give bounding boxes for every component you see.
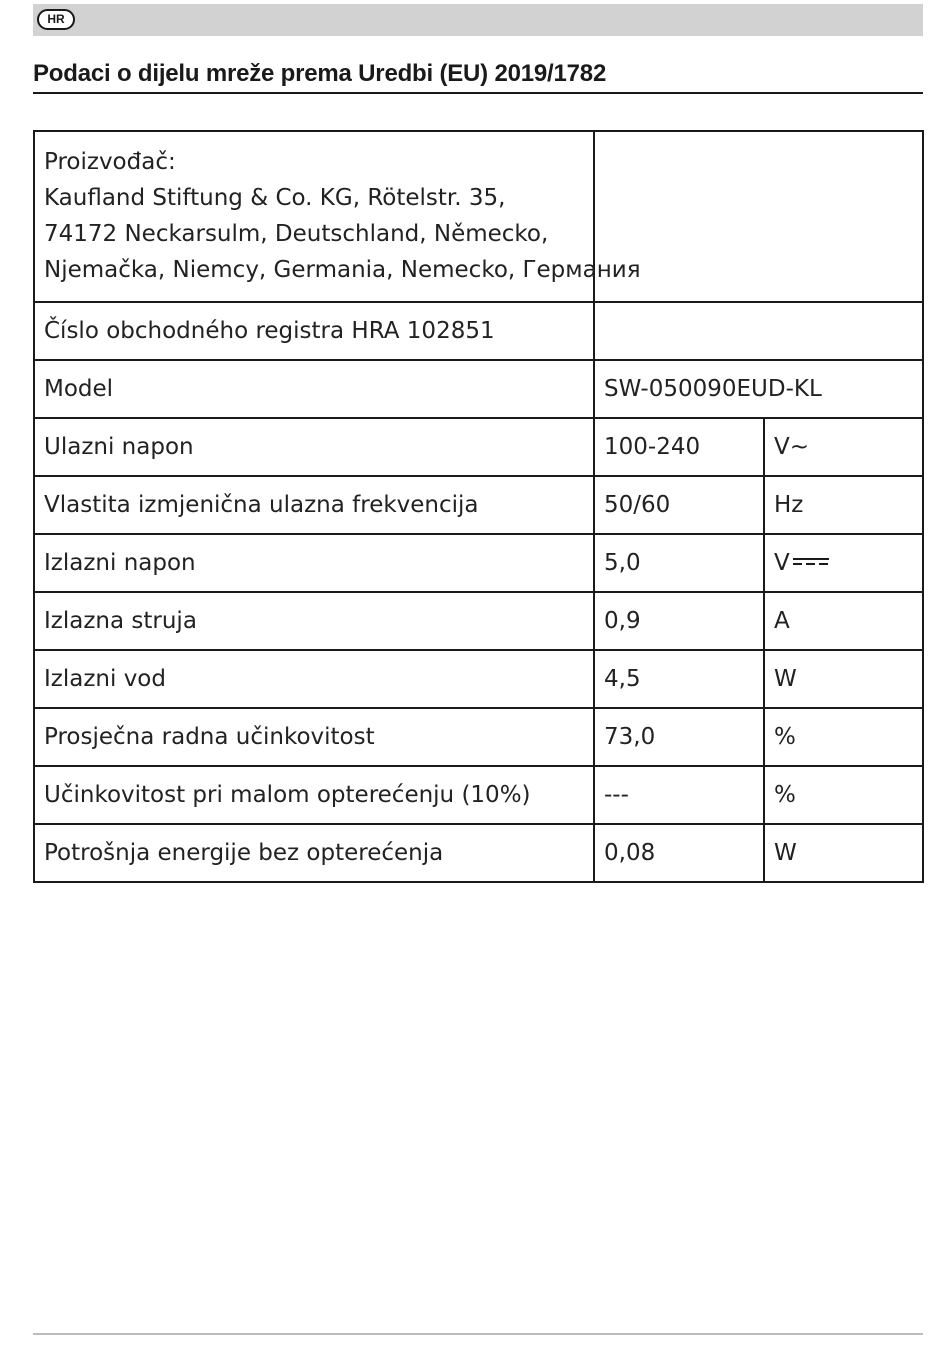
language-badge: HR: [37, 9, 75, 30]
row-label: Ulazni napon: [34, 418, 594, 476]
register-label: Číslo obchodného registra HRA 102851: [34, 302, 594, 360]
direct-current-icon: [793, 557, 829, 567]
row-label: Vlastita izmjenična ulazna frekvencija: [34, 476, 594, 534]
manufacturer-address-line: Kaufland Stiftung & Co. KG, Rötelstr. 35,: [44, 185, 506, 211]
manufacturer-address-line: Njemačka, Niemcy, Germania, Nemecko, Германия: [44, 257, 641, 283]
table-row: [34, 650, 923, 708]
empty-cell: [594, 131, 923, 302]
model-label: Model: [34, 360, 594, 418]
row-value: 0,9: [594, 592, 764, 650]
table-row: [34, 476, 923, 534]
row-unit: %: [764, 766, 923, 824]
table-row-manufacturer: [34, 131, 923, 302]
manufacturer-label: Proizvođač:: [44, 149, 176, 175]
row-label: Izlazni vod: [34, 650, 594, 708]
table-row-register: [34, 302, 923, 360]
table-row: [34, 824, 923, 882]
row-label: Učinkovitost pri malom opterećenju (10%): [34, 766, 594, 824]
row-label: Izlazna struja: [34, 592, 594, 650]
row-label: Potrošnja energije bez opterećenja: [34, 824, 594, 882]
table-row: [34, 534, 923, 592]
model-value: SW-050090EUD-KL: [594, 360, 923, 418]
row-unit: W: [764, 824, 923, 882]
manufacturer-address-line: 74172 Neckarsulm, Deutschland, Německo,: [44, 221, 549, 247]
row-value: ---: [594, 766, 764, 824]
spec-table: [33, 130, 924, 883]
row-value: 4,5: [594, 650, 764, 708]
row-value: 73,0: [594, 708, 764, 766]
table-row: [34, 708, 923, 766]
row-value: 5,0: [594, 534, 764, 592]
row-unit: A: [764, 592, 923, 650]
row-label: Prosječna radna učinkovitost: [34, 708, 594, 766]
row-value: 0,08: [594, 824, 764, 882]
row-unit: V~: [764, 418, 923, 476]
empty-cell: [594, 302, 923, 360]
row-value: 100-240: [594, 418, 764, 476]
row-unit-dc: [764, 534, 923, 592]
row-unit: Hz: [764, 476, 923, 534]
manufacturer-cell: [34, 131, 641, 302]
table-row: [34, 766, 923, 824]
language-bar: [33, 4, 923, 36]
row-unit: V: [774, 550, 790, 576]
table-row: [34, 592, 923, 650]
row-value: 50/60: [594, 476, 764, 534]
table-row: [34, 418, 923, 476]
row-unit: %: [764, 708, 923, 766]
footer-divider: [33, 1333, 923, 1335]
page-title: Podaci o dijelu mreže prema Uredbi (EU) 2019/1782: [33, 58, 923, 94]
row-label: Izlazni napon: [34, 534, 594, 592]
row-unit: W: [764, 650, 923, 708]
table-row-model: [34, 360, 923, 418]
